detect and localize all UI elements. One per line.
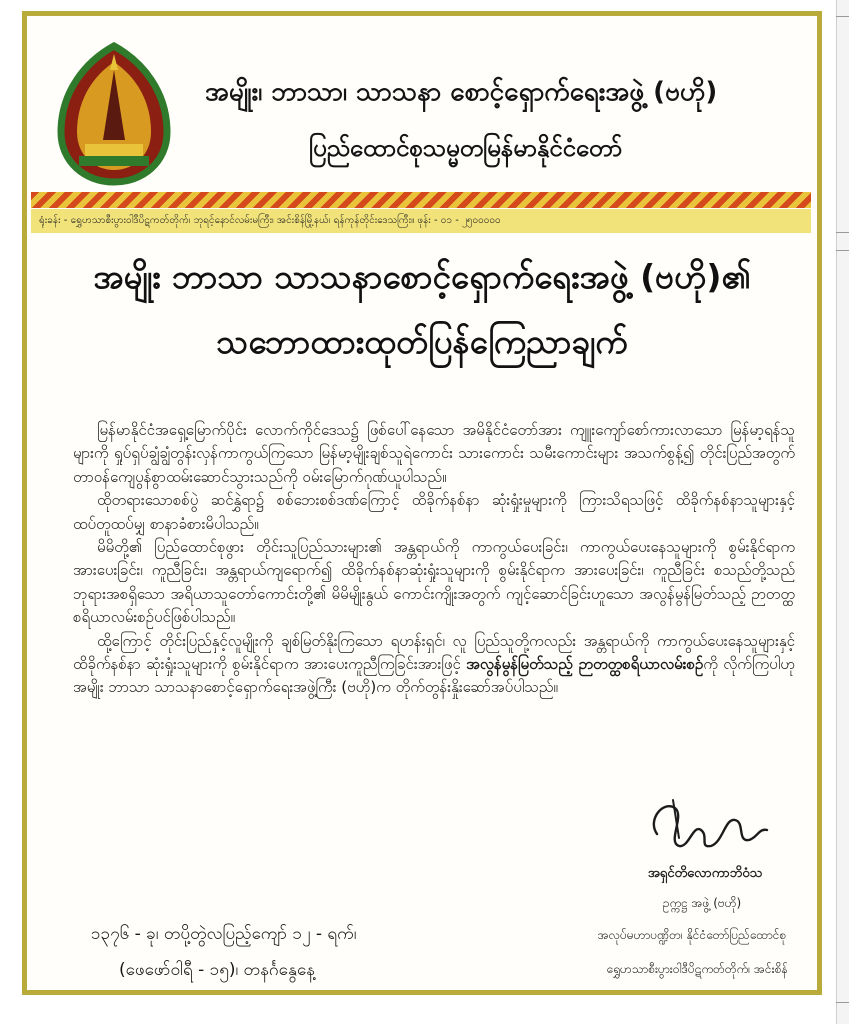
edge-tick	[836, 250, 849, 251]
closing-paragraph	[73, 630, 795, 700]
edge-tick	[836, 232, 849, 233]
closing-text-start: ထို့ကြောင့် တိုင်းပြည်နှင့်လူမျိုးကို ချစ်မြတ်နိုးကြသော ရဟန်းရှင်၊ လူ ပြည်သူတို့ကလည်း အန္တရာယ်ကို ကာကွယ်ပေးနေသူများနှင့် ထိခိုက်နစ်နာ ဆုံးရှုံးသူများကို စွမ်းနိုင်ရာက အားပေးကူညီကြခြင်းအားဖြင့်	[73, 631, 795, 674]
issue-date-line2: (ဖေဖော်ဝါရီ - ၁၅)၊ တနင်္ဂနွေနေ့	[119, 960, 315, 980]
paragraph: ထိုတရားသောစစ်ပွဲ ဆင်နွှဲရာ၌ စစ်ဘေးစစ်ဒဏ်ကြောင့် ထိခိုက်နစ်နာ ဆုံးရှုံးမှုများကို ကြားသိရသဖြင့် ထိခိုက်နစ်နာသူများနှင့် ထပ်တူထပ်မျှ စာနာခံစားမိပါသည်။	[73, 491, 795, 533]
statement-body	[73, 419, 795, 700]
organization-seal-icon	[45, 40, 183, 190]
signatory-name: အရှင်တိလောကာဘိဝံသ	[647, 866, 763, 881]
decorative-band	[31, 192, 811, 208]
country-name: ပြည်ထောင်စုသမ္မတမြန်မာနိုင်ငံတော်	[309, 134, 623, 162]
statement-frame	[22, 11, 822, 995]
office-address: ရုံးခန်း - ရွှေဟသာစီးပွားဝါဒီပိဋကတ်တိုက်၊ ဘုရင့်နောင်လမ်းမကြီး၊ အင်းစိန်မြို့နယ်၊ ရန်ကုန်တိုင်းဒေသကြီး။ ဖုန်း - ၀၁ - ၂၅၀၀၀၀၀	[31, 209, 811, 233]
signatory-address-line2: ရွှေဟသာစီးပွားဝါဒီပိဋကတ်တိုက်၊ အင်းစိန်	[606, 962, 788, 976]
paragraph: မြန်မာနိုင်ငံအရှေ့မြောက်ပိုင်း လောက်ကိုင်ဒေသ၌ ဖြစ်ပေါ်နေသော အမိနိုင်ငံတော်အား ကျူးကျော်စော်ကားလာသော မြန်မာ့ရန်သူများကို ရှုပ်ရှပ်ချွံချွံတွန်းလှန်ကာကွယ်ကြသော မြန်မာ့မျိုးချစ်သူရဲကောင်း သားကောင်း သမီးကောင်းများ အသက်စွန့်၍ တိုင်းပြည်အတွက် တာဝန်ကျေပွန်စွာထမ်းဆောင်သွားသည်ကို ဝမ်းမြောက်ဂုဏ်ယူပါသည်။	[73, 421, 795, 486]
letterhead	[27, 16, 817, 226]
edge-tick	[836, 1002, 849, 1003]
closing-text-end: ကို လိုက်ကြပါဟု အမျိုး ဘာသာ သာသနာစောင့်ရှောက်ရေးအဖွဲ့ကြီး (ဗဟို)က တိုက်တွန်းနှိုးဆော်အပ်ပါသည်။	[73, 655, 795, 697]
edge-tick	[836, 16, 849, 17]
signatory-role: ဥက္ကဋ္ဌ အဖွဲ့ (ဗဟို)	[662, 896, 742, 910]
paragraph: မိမိတို့၏ ပြည်ထောင်စုဖွား တိုင်းသူပြည်သားများ၏ အန္တရာယ်ကို ကာကွယ်ပေးခြင်း၊ ကာကွယ်ပေးနေသူများကို စွမ်းနိုင်ရာက အားပေးခြင်း၊ ကူညီခြင်း၊ အန္တရာယ်ကျရောက်၍ ထိခိုက်နစ်နာဆုံးရှုံးသူများကို စွမ်းနိုင်ရာက အားပေးခြင်း၊ ကူညီခြင်း စသည်တို့သည် ဘုရားအစရှိသော အရိယာသူတော်ကောင်းတို့၏ မိမိမျိုးနွယ် ကောင်းကျိုးအတွက် ကျင့်ဆောင်ခြင်းဟူသော အလွန်မွန်မြတ်သည့် ဉာတတ္ထစရိယာလမ်းစဉ်ပင်ဖြစ်ပါသည်။	[73, 538, 795, 627]
issue-date-line1: ၁၃၇၆ - ခု၊ တပို့တွဲလပြည့်ကျော် ၁၂ - ရက်၊	[91, 924, 357, 944]
organization-name: အမျိုး၊ ဘာသာ၊ သာသနာ စောင့်ရှောက်ရေးအဖွဲ့ (ဗဟို)	[205, 77, 718, 107]
handwritten-signature-icon	[627, 790, 777, 860]
page-edge	[836, 0, 849, 1024]
statement-heading-line1: အမျိုး ဘာသာ သာသနာစောင့်ရှောက်ရေးအဖွဲ့ (ဗဟို)၏	[93, 257, 751, 296]
closing-emphasis: အလွန်မွန်မြတ်သည့် ဉာတတ္ထစရိယာလမ်းစဉ်	[466, 655, 704, 674]
statement-heading-line2: သဘောထားထုတ်ပြန်ကြေညာချက်	[216, 322, 628, 361]
signatory-address-line1: အလုပ်မဟာပဏ္ဍိတ၊ နိုင်ငံတော်ပြည်ထောင်စု	[597, 928, 787, 942]
